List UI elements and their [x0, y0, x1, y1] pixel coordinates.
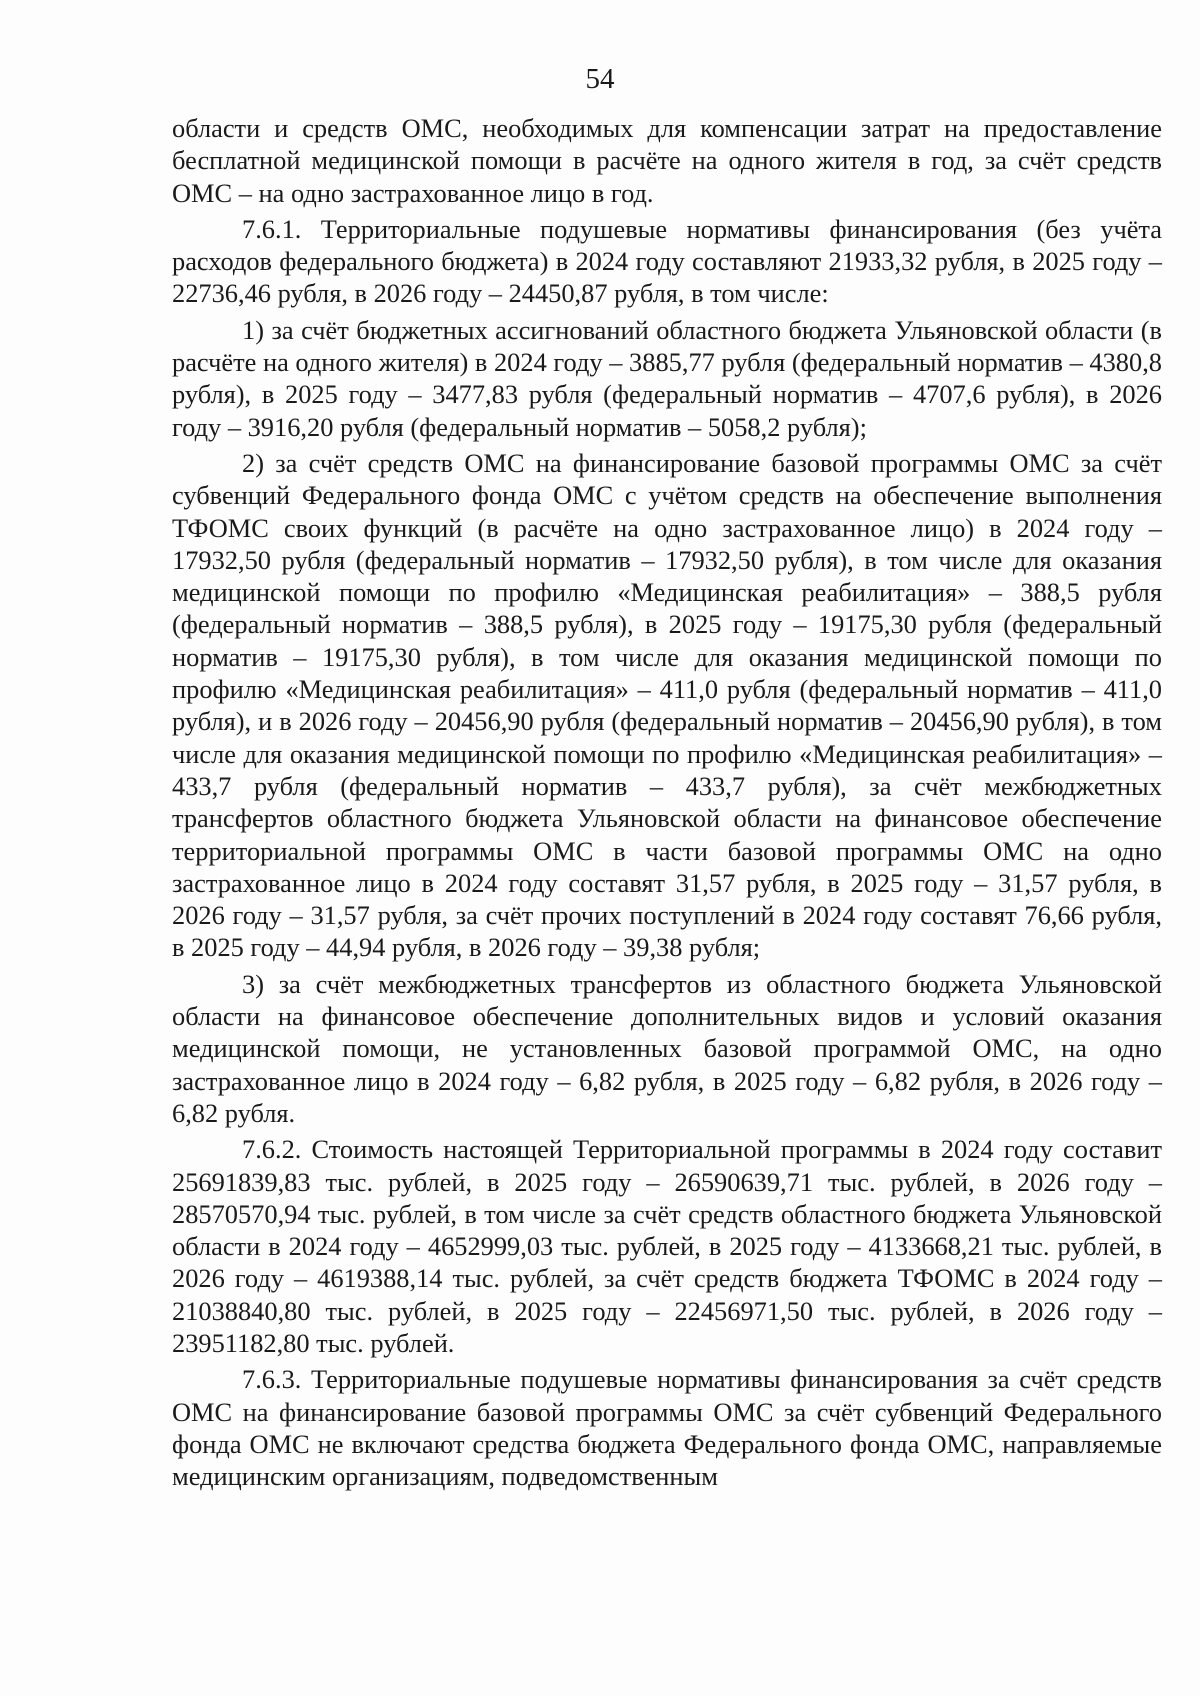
paragraph-7-6-2: 7.6.2. Стоимость настоящей Территориальной программы в 2024 году составит 25691839,83 тыс. рублей, в 2025 году – 26590639,71 тыс. рублей, в 2026 году – 28570570,94 тыс. рублей, в том числе за счёт средств областного бюджета Ульяновской области в 2024 году – 4652999,03 тыс. рублей, в 2025 году – 4133668,21 тыс. рублей, в 2026 году – 4619388,14 тыс. рублей, за счёт средств бюджета ТФОМС в 2024 году – 21038840,80 тыс. рублей, в 2025 году – 22456971,50 тыс. рублей, в 2026 году – 23951182,80 тыс. рублей.: [172, 1134, 1162, 1358]
list-item-1: 1) за счёт бюджетных ассигнований областного бюджета Ульяновской области (в расчёте на одного жителя) в 2024 году – 3885,77 рубля (федеральный норматив – 4380,8 рубля), в 2025 году – 3477,83 рубля (федеральный норматив – 4707,6 рубля), в 2026 году – 3916,20 рубля (федеральный норматив – 5058,2 рубля);: [172, 314, 1162, 442]
page-number: 54: [585, 63, 615, 95]
paragraph-continuation: области и средств ОМС, необходимых для компенсации затрат на предоставление бесплатной медицинской помощи в расчёте на одного жителя в год, за счёт средств ОМС – на одно застрахованное лицо в год.: [172, 113, 1162, 208]
document-body: [172, 112, 1162, 1492]
paragraph-7-6-3: 7.6.3. Территориальные подушевые нормативы финансирования за счёт средств ОМС на финансирование базовой программы ОМС за счёт субвенций Федерального фонда ОМС не включают средства бюджета Федерального фонда ОМС, направляемые медицинским организациям, подведомственным: [172, 1364, 1162, 1492]
list-item-2: 2) за счёт средств ОМС на финансирование базовой программы ОМС за счёт субвенций Федерального фонда ОМС с учётом средств на обеспечение выполнения ТФОМС своих функций (в расчёте на одно застрахованное лицо) в 2024 году – 17932,50 рубля (федеральный норматив – 17932,50 рубля), в том числе для оказания медицинской помощи по профилю «Медицинская реабилитация» – 388,5 рубля (федеральный норматив – 388,5 рубля), в 2025 году – 19175,30 рубля (федеральный норматив – 19175,30 рубля), в том числе для оказания медицинской помощи по профилю «Медицинская реабилитация» – 411,0 рубля (федеральный норматив – 411,0 рубля), и в 2026 году – 20456,90 рубля (федеральный норматив – 20456,90 рубля), в том числе для оказания медицинской помощи по профилю «Медицинская реабилитация» – 433,7 рубля (федеральный норматив – 433,7 рубля), за счёт межбюджетных трансфертов областного бюджета Ульяновской области на финансовое обеспечение территориальной программы ОМС в части базовой программы ОМС на одно застрахованное лицо в 2024 году составят 31,57 рубля, в 2025 году – 31,57 рубля, в 2026 году – 31,57 рубля, за счёт прочих поступлений в 2024 году составят 76,66 рубля, в 2025 году – 44,94 рубля, в 2026 году – 39,38 рубля;: [172, 447, 1162, 963]
list-item-3: 3) за счёт межбюджетных трансфертов из областного бюджета Ульяновской области на финансовое обеспечение дополнительных видов и условий оказания медицинской помощи, не установленных базовой программой ОМС, на одно застрахованное лицо в 2024 году – 6,82 рубля, в 2025 году – 6,82 рубля, в 2026 году – 6,82 рубля.: [172, 968, 1162, 1128]
paragraph-7-6-1: 7.6.1. Территориальные подушевые нормативы финансирования (без учёта расходов федерального бюджета) в 2024 году составляют 21933,32 рубля, в 2025 году – 22736,46 рубля, в 2026 году – 24450,87 рубля, в том числе:: [172, 213, 1162, 309]
